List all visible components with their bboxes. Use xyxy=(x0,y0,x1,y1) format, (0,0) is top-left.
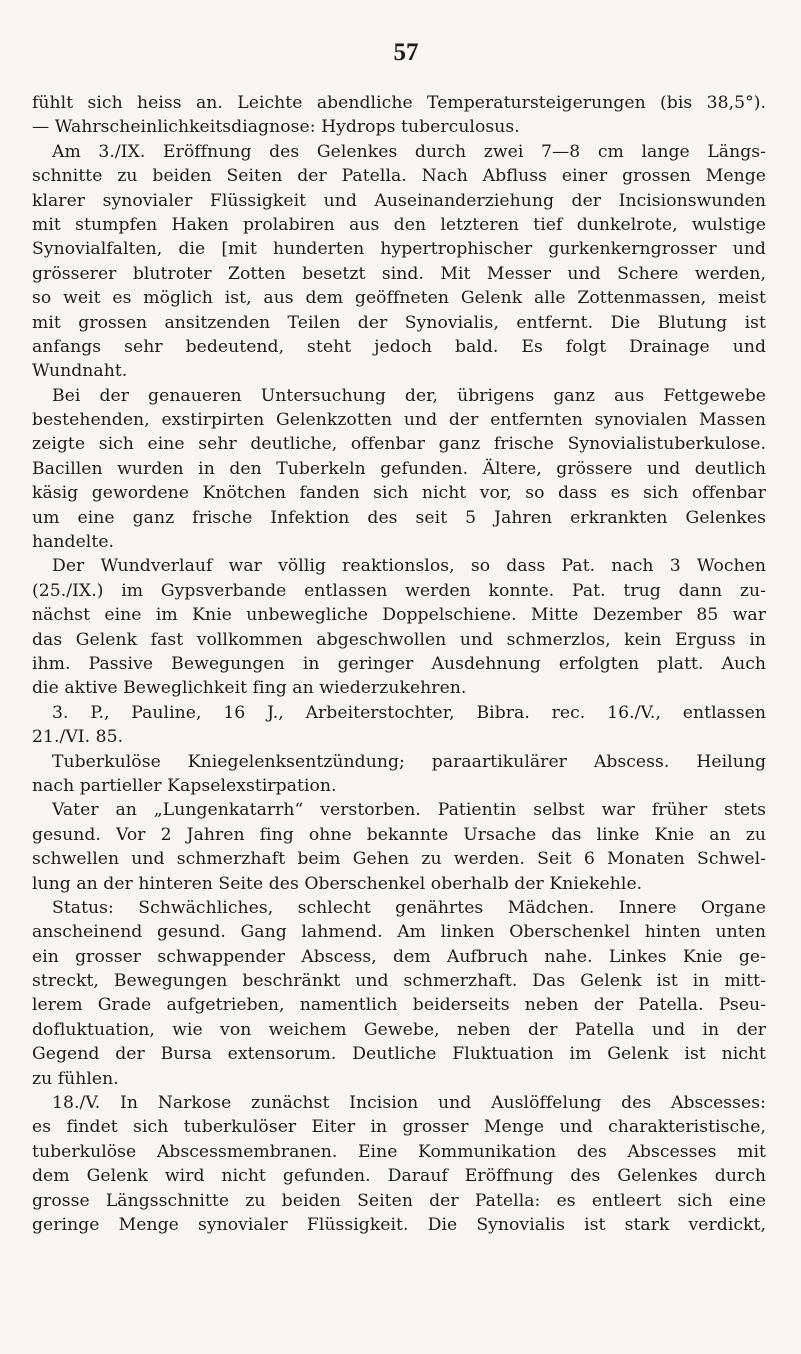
text-line: Bei der genaueren Untersuchung der, übrigens ganz aus Fettgewebe xyxy=(52,385,766,406)
text-line: 18./V. In Narkose zunächst Incision und Auslöffelung des Abscesses: xyxy=(52,1093,766,1114)
text-line: — Wahrscheinlichkeitsdiagnose: Hydrops tuberculosus. xyxy=(32,117,520,138)
text-line: das Gelenk fast vollkommen abgeschwollen und schmerzlos, kein Erguss in xyxy=(32,629,766,650)
text-line: Wundnaht. xyxy=(32,361,128,382)
text-line: dem Gelenk wird nicht gefunden. Darauf Eröffnung des Gelenkes durch xyxy=(32,1166,766,1187)
text-line: schnitte zu beiden Seiten der Patella. Nach Abfluss einer grossen Menge xyxy=(32,166,766,187)
text-line: dofluktuation, wie von weichem Gewebe, neben der Patella und in der xyxy=(32,1019,766,1040)
text-line: gesund. Vor 2 Jahren fing ohne bekannte Ursache das linke Knie an zu xyxy=(32,824,766,845)
text-line: die aktive Beweglichkeit fing an wiederzukehren. xyxy=(32,678,467,699)
text-line: lung an der hinteren Seite des Oberschenkel oberhalb der Kniekehle. xyxy=(32,873,643,894)
text-line: zeigte sich eine sehr deutliche, offenbar ganz frische Synovialistuberkulose. xyxy=(32,434,766,455)
text-line: ein grosser schwappender Abscess, dem Aufbruch nahe. Linkes Knie ge- xyxy=(32,946,766,967)
text-line: grosse Längsschnitte zu beiden Seiten der Patella: es entleert sich eine xyxy=(32,1190,766,1211)
text-line: Vater an „Lungenkatarrh“ verstorben. Patientin selbst war früher stets xyxy=(52,800,766,821)
text-line: streckt, Bewegungen beschränkt und schmerzhaft. Das Gelenk ist in mitt- xyxy=(32,971,766,992)
text-line: fühlt sich heiss an. Leichte abendliche Temperatursteigerungen (bis 38,5°). xyxy=(32,93,766,113)
text-line: Am 3./IX. Eröffnung des Gelenkes durch zwei 7—8 cm lange Längs- xyxy=(52,141,766,162)
text-line: käsig gewordene Knötchen fanden sich nicht vor, so dass es sich offenbar xyxy=(32,483,766,504)
text-line: 21./VI. 85. xyxy=(32,727,124,748)
text-line: es findet sich tuberkulöser Eiter in grosser Menge und charakteristische, xyxy=(32,1117,766,1138)
text-line: klarer synovialer Flüssigkeit und Auseinanderziehung der Incisionswunden xyxy=(32,190,766,211)
text-line: Bacillen wurden in den Tuberkeln gefunden. Ältere, grössere und deutlich xyxy=(32,458,766,479)
text-line: anscheinend gesund. Gang lahmend. Am linken Oberschenkel hinten unten xyxy=(32,922,766,943)
text-line: Tuberkulöse Kniegelenksentzündung; paraartikulärer Abscess. Heilung xyxy=(52,751,766,772)
text-line: 3. P., Pauline, 16 J., Arbeiterstochter, Bibra. rec. 16./V., entlassen xyxy=(52,702,766,723)
text-line: Synovialfalten, die [mit hunderten hypertrophischer gurkenkerngrosser und xyxy=(32,239,766,260)
body-text xyxy=(32,91,766,1237)
text-line: anfangs sehr bedeutend, steht jedoch bald. Es folgt Drainage und xyxy=(32,336,766,357)
text-line: (25./IX.) im Gypsverbande entlassen werden konnte. Pat. trug dann zu- xyxy=(32,580,766,601)
text-line: nächst eine im Knie unbewegliche Doppelschiene. Mitte Dezember 85 war xyxy=(32,605,766,626)
text-line: zu fühlen. xyxy=(32,1068,119,1089)
text-line: Status: Schwächliches, schlecht genährtes Mädchen. Innere Organe xyxy=(52,897,766,918)
text-line: ihm. Passive Bewegungen in geringer Ausdehnung erfolgten platt. Auch xyxy=(32,653,766,674)
text-line: schwellen und schmerzhaft beim Gehen zu werden. Seit 6 Monaten Schwel- xyxy=(32,849,766,870)
page-number: 57 xyxy=(393,39,419,66)
text-line: mit stumpfen Haken prolabiren aus den letzteren tief dunkelrote, wulstige xyxy=(32,214,766,235)
text-line: geringe Menge synovialer Flüssigkeit. Die Synovialis ist stark verdickt, xyxy=(32,1214,766,1235)
text-line: tuberkulöse Abscessmembranen. Eine Kommunikation des Abscesses mit xyxy=(32,1141,766,1162)
text-line: mit grossen ansitzenden Teilen der Synovialis, entfernt. Die Blutung ist xyxy=(32,312,766,333)
text-line: nach partieller Kapselexstirpation. xyxy=(32,775,337,796)
text-line: so weit es möglich ist, aus dem geöffneten Gelenk alle Zottenmassen, meist xyxy=(32,288,766,309)
text-line: grösserer blutroter Zotten besetzt sind. Mit Messer und Schere werden, xyxy=(32,263,766,284)
text-line: Der Wundverlauf war völlig reaktionslos, so dass Pat. nach 3 Wochen xyxy=(52,556,766,577)
text-line: bestehenden, exstirpirten Gelenkzotten und der entfernten synovialen Massen xyxy=(32,410,766,431)
text-line: handelte. xyxy=(32,532,115,553)
text-line: um eine ganz frische Infektion des seit 5 Jahren erkrankten Gelenkes xyxy=(32,507,766,528)
text-line: Gegend der Bursa extensorum. Deutliche Fluktuation im Gelenk ist nicht xyxy=(32,1044,766,1065)
text-line: lerem Grade aufgetrieben, namentlich beiderseits neben der Patella. Pseu- xyxy=(32,995,766,1016)
